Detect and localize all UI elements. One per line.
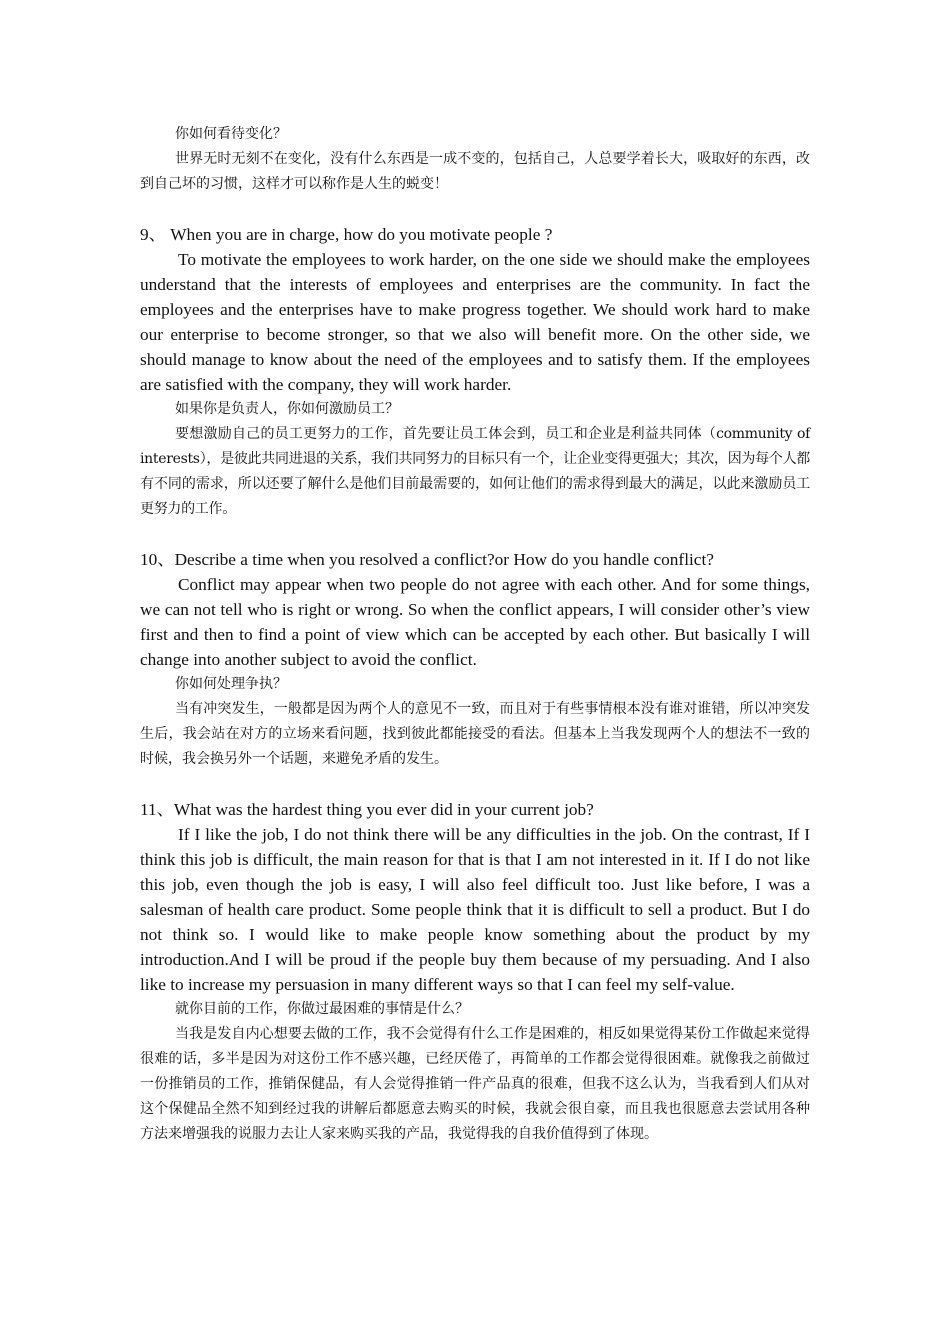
question-9-cn: 如果你是负责人，你如何激励员工？ bbox=[175, 401, 399, 417]
intro-answer-cn: 世界无时无刻不在变化，没有什么东西是一成不变的，包括自己，人总要学着长大，吸取好的东西，改到自己坏的习惯，这样才可以称作是人生的蜕变！ bbox=[140, 151, 810, 192]
answer-11-cn: 当我是发自内心想要去做的工作，我不会觉得有什么工作是困难的，相反如果觉得某份工作做起来觉得很难的话，多半是因为对这份工作不感兴趣，已经厌倦了，再简单的工作都会觉得很困难。就像我之前做过一份推销员的工作，推销保健品，有人会觉得推销一件产品真的很难，但我不这么认为，当我看到人们从对这个保健品全然不知到经过我的讲解后都愿意去购买的时候，我就会很自豪，而且我也很愿意去尝试用各种方法来增强我的说服力去让人家来购买我的产品，我觉得我的自我价值得到了体现。 bbox=[140, 1026, 810, 1142]
intro-question-cn: 你如何看待变化？ bbox=[175, 126, 287, 142]
answer-10-cn: 当有冲突发生，一般都是因为两个人的意见不一致，而且对于有些事情根本没有谁对谁错，所以冲突发生后，我会站在对方的立场来看问题，找到彼此都能接受的看法。但基本上当我发现两个人的想法不一致的时候，我会换另外一个话题，来避免矛盾的发生。 bbox=[140, 701, 810, 767]
question-10-cn: 你如何处理争执？ bbox=[175, 676, 287, 692]
answer-9-en: To motivate the employees to work harder, on the one side we should make the employees understand that the interests of employees and enterprises are the community. In fact the employees and the enterprises have to make progress together. We should work hard to make our enterprise to become stronger, so that we also will benefit more. On the other side, we should manage to know about the need of the employees and to satisfy them. If the employees are satisfied with the company, they will work harder. bbox=[140, 250, 810, 394]
question-9-en: 9、 When you are in charge, how do you motivate people ? bbox=[140, 225, 553, 244]
paragraph-spacer bbox=[140, 197, 810, 222]
paragraph-spacer bbox=[140, 522, 810, 547]
question-11-en: 11、What was the hardest thing you ever did in your current job? bbox=[140, 800, 594, 819]
answer-11-en: If I like the job, I do not think there will be any difficulties in the job. On the contrast, If I think this job is difficult, the main reason for that is that I am not interested in it. If I do not like this job, even though the job is easy, I will also feel difficult too. Just like before, I was a salesman of health care product. Some people think that it is difficult to sell a product. But I do not think so. I would like to make people know something about the product by my introduction.And I will be proud if the people buy them because of my persuading. And I also like to increase my persuasion in many different ways so that I can feel my self-value. bbox=[140, 825, 810, 994]
question-10-en: 10、Describe a time when you resolved a conflict?or How do you handle conflict? bbox=[140, 550, 714, 569]
answer-9-cn: 要想激励自己的员工更努力的工作，首先要让员工体会到，员工和企业是利益共同体（community of interests），是彼此共同进退的关系，我们共同努力的目标只有一个，让企业变得更强大；其次，因为每个人都有不同的需求，所以还要了解什么是他们目前最需要的，如何让他们的需求得到最大的满足，以此来激励员工更努力的工作。 bbox=[140, 426, 810, 517]
answer-10-en: Conflict may appear when two people do not agree with each other. And for some things, we can not tell who is right or wrong. So when the conflict appears, I will consider other’s view first and then to find a point of view which can be accepted by each other. But basically I will change into another subject to avoid the conflict. bbox=[140, 575, 810, 669]
document-body bbox=[140, 122, 810, 1147]
question-11-cn: 就你目前的工作，你做过最困难的事情是什么？ bbox=[175, 1001, 469, 1017]
paragraph-spacer bbox=[140, 772, 810, 797]
